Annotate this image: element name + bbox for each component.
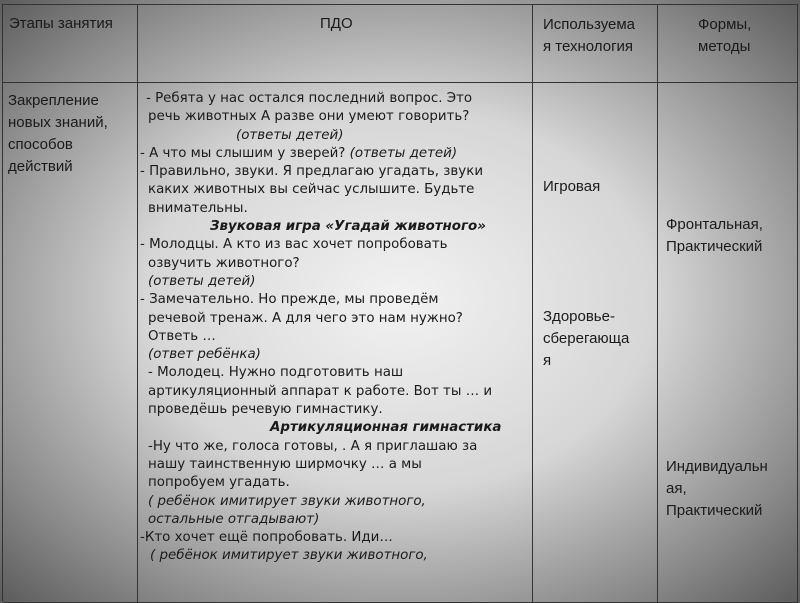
pdo-cell [138, 83, 533, 603]
forms-frontal: Фронтальная, Практический [666, 216, 763, 255]
stage-line: способов [8, 136, 73, 153]
pdo-line: озвучить животного? [148, 255, 300, 271]
header-cell-pdo [138, 5, 533, 83]
stage-line: Закрепление [8, 92, 99, 109]
pdo-line: ( ребёнок имитирует звуки животного, [148, 493, 426, 509]
pdo-line: (ответ ребёнка) [148, 347, 261, 363]
forms-cell [658, 83, 798, 603]
stage-line: новых знаний, [8, 114, 108, 131]
stage-line: действий [8, 158, 73, 175]
pdo-line: проведёшь речевую гимнастику. [148, 402, 383, 418]
pdo-line: - Правильно, звуки. Я предлагаю угадать, звуки [140, 164, 484, 180]
stage-cell [3, 83, 138, 603]
pdo-line: нашу таинственную ширмочку … а мы [148, 456, 422, 472]
header-technology-line1: Используема [543, 16, 636, 33]
header-forms-line2: методы [698, 38, 751, 55]
pdo-heading: Звуковая игра «Угадай животного» [210, 219, 486, 235]
header-stages: Этапы занятия [9, 15, 113, 32]
lesson-table [2, 4, 798, 601]
pdo-line: внимательны. [148, 200, 248, 216]
pdo-line: (ответы детей) [236, 127, 344, 143]
pdo-line: - Молодец. Нужно подготовить наш [148, 365, 404, 381]
forms-individual: Индивидуальн ая, Практический [666, 458, 768, 519]
pdo-line: - Замечательно. Но прежде, мы проведём [140, 292, 439, 308]
pdo-line: Ответь … [148, 328, 216, 344]
pdo-line: -Ну что же, голоса готовы, . А я приглашаю за [148, 438, 478, 454]
pdo-line: - А что мы слышим у зверей? (ответы детей) [140, 145, 458, 161]
pdo-line: остальные отгадывают) [148, 511, 320, 527]
technology-cell [533, 83, 658, 603]
stage-text [8, 90, 108, 178]
technology-game: Игровая [543, 178, 601, 195]
pdo-line: артикуляционный аппарат к работе. Вот ты … и [148, 383, 493, 399]
header-cell-technology [533, 5, 658, 83]
pdo-heading: Артикуляционная гимнастика [270, 420, 502, 436]
header-cell-stages [3, 5, 138, 83]
pdo-line: речь животных А разве они умеют говорить? [148, 109, 470, 125]
pdo-line: каких животных вы сейчас услышите. Будьте [148, 182, 475, 198]
technology-health: Здоровье- сберегающа я [543, 308, 630, 369]
pdo-line: -Кто хочет ещё попробовать. Иди… [140, 530, 393, 546]
pdo-line: попробуем угадать. [148, 475, 290, 491]
pdo-line: (ответы детей) [148, 273, 256, 289]
header-technology-line2: я технология [543, 38, 634, 55]
header-pdo: ПДО [320, 15, 353, 32]
pdo-text [138, 90, 532, 566]
pdo-line: - Молодцы. А кто из вас хочет попробовать [140, 237, 448, 253]
pdo-line: - Ребята у нас остался последний вопрос. Это [146, 91, 473, 106]
pdo-line: ( ребёнок имитирует звуки животного, [150, 548, 428, 564]
header-cell-forms [658, 5, 798, 83]
header-forms-line1: Формы, [698, 16, 752, 33]
pdo-line: речевой тренаж. А для чего это нам нужно? [148, 310, 463, 326]
